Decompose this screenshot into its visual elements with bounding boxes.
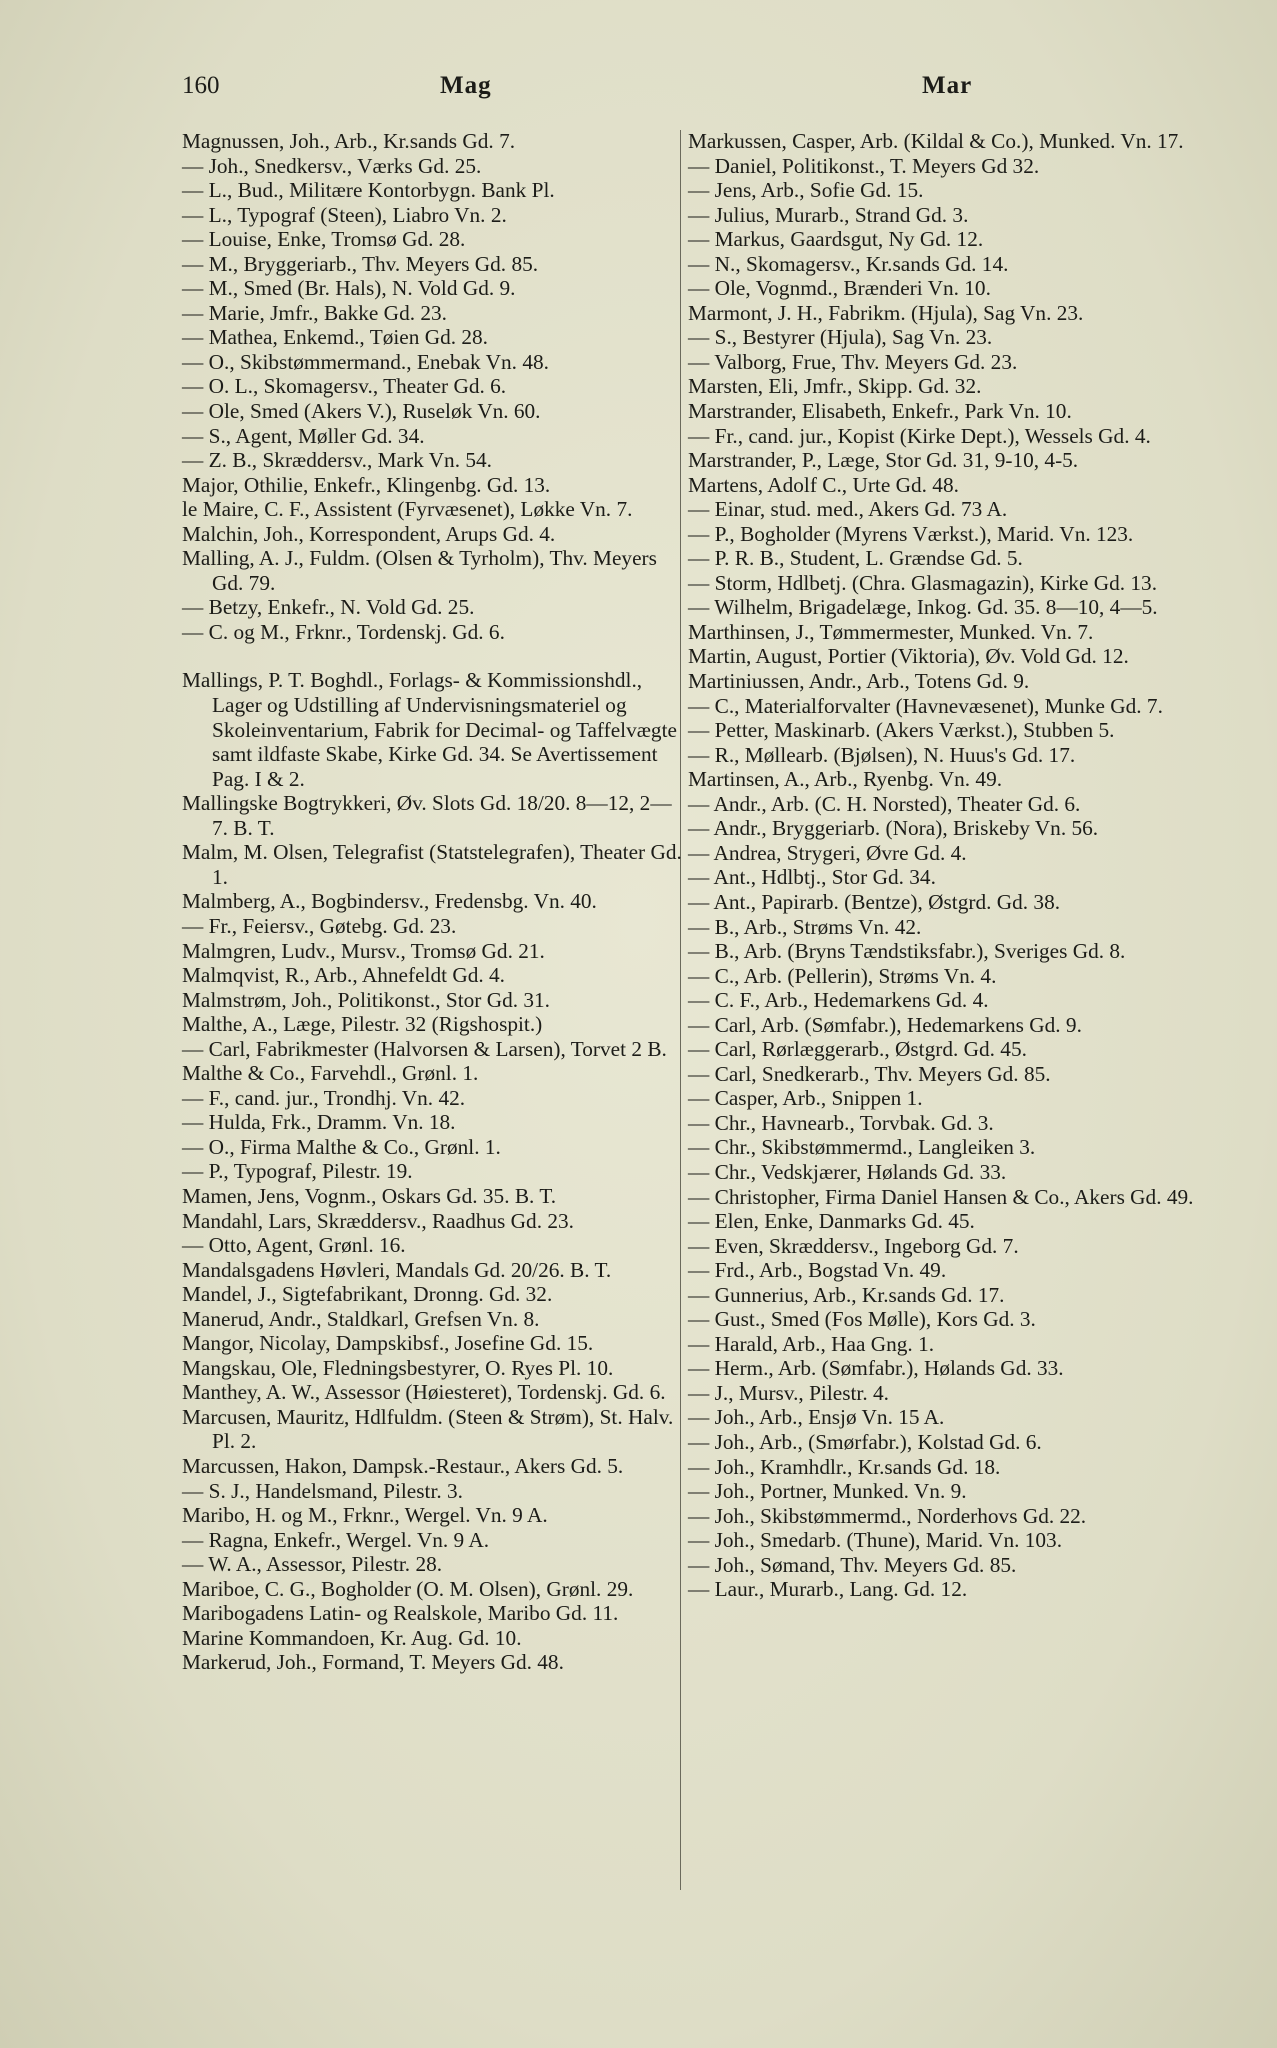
directory-entry: — L., Typograf (Steen), Liabro Vn. 2. [182,202,507,227]
directory-entry: — M., Smed (Br. Hals), N. Vold Gd. 9. [182,276,516,301]
directory-entry: — Markus, Gaardsgut, Ny Gd. 12. [688,227,984,252]
directory-entry: — Gunnerius, Arb., Kr.sands Gd. 17. [688,1282,1005,1307]
directory-entry: — Elen, Enke, Danmarks Gd. 45. [688,1209,975,1234]
directory-entry: — Ragna, Enkefr., Wergel. Vn. 9 A. [182,1527,490,1552]
directory-entry: — Frd., Arb., Bogstad Vn. 49. [688,1258,947,1283]
directory-entry: Markussen, Casper, Arb. (Kildal & Co.), Munked. Vn. 17. [688,129,1184,153]
directory-entry: — Z. B., Skræddersv., Mark Vn. 54. [182,448,492,473]
directory-entry: Martin, August, Portier (Viktoria), Øv. Vold Gd. 12. [688,644,1129,669]
directory-entry: — B., Arb. (Bryns Tændstiksfabr.), Sveriges Gd. 8. [688,939,1126,964]
page-number: 160 [182,72,220,99]
directory-entry: Mallingske Bogtrykkeri, Øv. Slots Gd. 18/20. 8—12, 2—7. B. T. [182,791,672,840]
entry-spacer [182,644,682,668]
directory-entry: — R., Møllearb. (Bjølsen), N. Huus's Gd. 17. [688,742,1076,767]
directory-entry: Martinsen, A., Arb., Ryenbg. Vn. 49. [688,767,1003,792]
directory-entry: — P., Typograf, Pilestr. 19. [182,1159,413,1184]
directory-entry: — Herm., Arb. (Sømfabr.), Hølands Gd. 33. [688,1356,1064,1381]
directory-entry: — J., Mursv., Pilestr. 4. [688,1380,889,1405]
directory-entry: — Ole, Vognmd., Brænderi Vn. 10. [688,276,991,301]
directory-entry: Manerud, Andr., Staldkarl, Grefsen Vn. 8. [182,1306,540,1331]
directory-entry: Mangor, Nicolay, Dampskibsf., Josefine Gd. 15. [182,1331,594,1356]
directory-entry: — Marie, Jmfr., Bakke Gd. 23. [182,300,447,325]
directory-entry: — Joh., Portner, Munked. Vn. 9. [688,1479,967,1504]
directory-entry: — Harald, Arb., Haa Gng. 1. [688,1331,935,1356]
directory-entry: Mandel, J., Sigtefabrikant, Dronng. Gd. 32. [182,1282,553,1307]
directory-entry: Malmqvist, R., Arb., Ahnefeldt Gd. 4. [182,963,505,988]
directory-entry: — N., Skomagersv., Kr.sands Gd. 14. [688,251,1009,276]
directory-entry: — C. F., Arb., Hedemarkens Gd. 4. [688,988,989,1013]
directory-entry: — Andr., Arb. (C. H. Norsted), Theater Gd. 6. [688,791,1081,816]
directory-entry: — Gust., Smed (Fos Mølle), Kors Gd. 3. [688,1307,1036,1332]
directory-entry: — S., Agent, Møller Gd. 34. [182,423,425,448]
directory-entry: Marmont, J. H., Fabrikm. (Hjula), Sag Vn. 23. [688,300,1084,325]
directory-entry: Markerud, Joh., Formand, T. Meyers Gd. 48. [182,1650,564,1675]
directory-entry: Marcussen, Hakon, Dampsk.-Restaur., Akers Gd. 5. [182,1453,624,1478]
directory-entry: Mamen, Jens, Vognm., Oskars Gd. 35. B. T. [182,1183,557,1208]
directory-entry: — Julius, Murarb., Strand Gd. 3. [688,202,969,227]
directory-entry: Malm, M. Olsen, Telegrafist (Statstelegrafen), Theater Gd. 1. [182,840,682,889]
directory-entry: Magnussen, Joh., Arb., Kr.sands Gd. 7. [182,129,516,153]
directory-entry: Mandahl, Lars, Skræddersv., Raadhus Gd. 23. [182,1208,574,1233]
directory-entry: — Betzy, Enkefr., N. Vold Gd. 25. [182,595,475,620]
directory-entry: Marine Kommandoen, Kr. Aug. Gd. 10. [182,1625,522,1650]
directory-entry: — Laur., Murarb., Lang. Gd. 12. [688,1577,968,1602]
directory-entry: — Joh., Sømand, Thv. Meyers Gd. 85. [688,1552,1017,1577]
directory-entry: — Carl, Fabrikmester (Halvorsen & Larsen), Torvet 2 B. [182,1036,667,1061]
directory-entry: Malchin, Joh., Korrespondent, Arups Gd. 4. [182,521,556,546]
directory-entry: — P. R. B., Student, L. Grændse Gd. 5. [688,546,1023,571]
directory-entry: — Louise, Enke, Tromsø Gd. 28. [182,227,466,252]
page-header [182,72,1182,112]
directory-entry: — Daniel, Politikonst., T. Meyers Gd 32. [688,153,1040,178]
directory-entry: — Wilhelm, Brigadelæge, Inkog. Gd. 35. 8—10, 4—5. [688,595,1158,620]
directory-entry: — Storm, Hdlbetj. (Chra. Glasmagazin), Kirke Gd. 13. [688,570,1158,595]
directory-entry: — O., Skibstømmermand., Enebak Vn. 48. [182,349,549,374]
directory-entry: Martiniussen, Andr., Arb., Totens Gd. 9. [688,669,1030,694]
directory-entry: Marstrander, P., Læge, Stor Gd. 31, 9-10, 4-5. [688,448,1079,473]
directory-entry: — Otto, Agent, Grønl. 16. [182,1233,406,1258]
directory-entry: — C. og M., Frknr., Tordenskj. Gd. 6. [182,619,505,644]
directory-entry: — Hulda, Frk., Dramm. Vn. 18. [182,1110,456,1135]
directory-entry: — F., cand. jur., Trondhj. Vn. 42. [182,1085,466,1110]
directory-entry: Marthinsen, J., Tømmermester, Munked. Vn. 7. [688,619,1094,644]
directory-entry: Mariboe, C. G., Bogholder (O. M. Olsen), Grønl. 29. [182,1576,634,1601]
directory-entry: — C., Materialforvalter (Havnevæsenet), Munke Gd. 7. [688,693,1163,718]
directory-entry: — M., Bryggeriarb., Thv. Meyers Gd. 85. [182,251,539,276]
directory-entry: — Jens, Arb., Sofie Gd. 15. [688,178,924,203]
guide-word-right: Mar [922,72,973,99]
directory-entry: — Casper, Arb., Snippen 1. [688,1086,923,1111]
directory-entry: Manthey, A. W., Assessor (Høiesteret), Tordenskj. Gd. 6. [182,1380,666,1405]
directory-entry: Malmstrøm, Joh., Politikonst., Stor Gd. 31. [182,987,550,1012]
right-column [688,129,1202,1602]
directory-entry: — P., Bogholder (Myrens Værkst.), Marid. Vn. 123. [688,521,1134,546]
directory-entry: Malling, A. J., Fuldm. (Olsen & Tyrholm), Thv. Meyers Gd. 79. [182,546,657,595]
directory-entry: — Andrea, Strygeri, Øvre Gd. 4. [688,840,967,865]
directory-entry: — W. A., Assessor, Pilestr. 28. [182,1552,443,1577]
directory-entry: Marcusen, Mauritz, Hdlfuldm. (Steen & Strøm), St. Halv. Pl. 2. [182,1404,674,1454]
directory-entry: — Valborg, Frue, Thv. Meyers Gd. 23. [688,349,1018,374]
directory-entry: Mandalsgadens Høvleri, Mandals Gd. 20/26. B. T. [182,1257,612,1282]
directory-entry: le Maire, C. F., Assistent (Fyrvæsenet), Løkke Vn. 7. [182,497,633,522]
directory-entry: — Joh., Kramhdlr., Kr.sands Gd. 18. [688,1454,1001,1479]
directory-entry: Malthe, A., Læge, Pilestr. 32 (Rigshospit.) [182,1012,543,1037]
directory-entry: Malthe & Co., Farvehdl., Grønl. 1. [182,1061,479,1086]
directory-entry: — Christopher, Firma Daniel Hansen & Co., Akers Gd. 49. [688,1184,1194,1209]
directory-entry: — Joh., Arb., (Smørfabr.), Kolstad Gd. 6. [688,1429,1042,1454]
left-column [182,129,682,1675]
directory-entry: — Chr., Skibstømmermd., Langleiken 3. [688,1135,1036,1160]
directory-entry: — Mathea, Enkemd., Tøien Gd. 28. [182,325,488,350]
directory-entry: Major, Othilie, Enkefr., Klingenbg. Gd. 13. [182,472,551,497]
guide-word-left: Mag [440,72,492,99]
directory-entry: Mangskau, Ole, Fledningsbestyrer, O. Ryes Pl. 10. [182,1355,614,1380]
directory-entry: — Joh., Snedkersv., Værks Gd. 25. [182,153,482,178]
directory-entry: — Carl, Rørlæggerarb., Østgrd. Gd. 45. [688,1037,1027,1062]
directory-entry: Mallings, P. T. Boghdl., Forlags- & Kommissionshdl., Lager og Udstilling af Undervisningsmateriel og Skoleinventarium, Fabrik for Decimal- og Taffelvægte samt ildfaste Skabe, Kirke Gd. 34. Se Avertissement Pag. I & 2. [182,668,677,791]
directory-entry: — S. J., Handelsmand, Pilestr. 3. [182,1478,463,1503]
directory-entry: — Andr., Bryggeriarb. (Nora), Briskeby Vn. 56. [688,816,1099,841]
directory-entry: — Chr., Vedskjærer, Hølands Gd. 33. [688,1159,1007,1184]
directory-entry: — Joh., Arb., Ensjø Vn. 15 A. [688,1405,945,1430]
directory-entry: — Joh., Skibstømmermd., Norderhovs Gd. 22. [688,1503,1087,1528]
directory-entry: — Carl, Snedkerarb., Thv. Meyers Gd. 85. [688,1061,1051,1086]
directory-entry: — Carl, Arb. (Sømfabr.), Hedemarkens Gd. 9. [688,1012,1082,1037]
directory-entry: Marstrander, Elisabeth, Enkefr., Park Vn. 10. [688,399,1072,424]
directory-entry: — Einar, stud. med., Akers Gd. 73 A. [688,497,1008,522]
directory-entry: — Ole, Smed (Akers V.), Ruseløk Vn. 60. [182,399,541,424]
directory-entry: — Fr., cand. jur., Kopist (Kirke Dept.), Wessels Gd. 4. [688,423,1151,448]
directory-entry: Malmberg, A., Bogbindersv., Fredensbg. Vn. 40. [182,889,597,914]
directory-entry: — Ant., Papirarb. (Bentze), Østgrd. Gd. 38. [688,889,1061,914]
directory-entry: Marsten, Eli, Jmfr., Skipp. Gd. 32. [688,374,982,399]
directory-entry: — Joh., Smedarb. (Thune), Marid. Vn. 103. [688,1528,1063,1553]
directory-entry: Martens, Adolf C., Urte Gd. 48. [688,472,959,497]
directory-entry: — S., Bestyrer (Hjula), Sag Vn. 23. [688,325,993,350]
directory-entry: — C., Arb. (Pellerin), Strøms Vn. 4. [688,963,997,988]
directory-entry: Maribo, H. og M., Frknr., Wergel. Vn. 9 A. [182,1503,548,1528]
directory-entry: — B., Arb., Strøms Vn. 42. [688,914,922,939]
directory-entry: Malmgren, Ludv., Mursv., Tromsø Gd. 21. [182,938,545,963]
directory-entry: — Chr., Havnearb., Torvbak. Gd. 3. [688,1110,994,1135]
directory-entry: — L., Bud., Militære Kontorbygn. Bank Pl. [182,178,555,203]
directory-entry: — O. L., Skomagersv., Theater Gd. 6. [182,374,507,399]
directory-entry: Maribogadens Latin- og Realskole, Maribo Gd. 11. [182,1601,619,1626]
directory-entry: — Ant., Hdlbtj., Stor Gd. 34. [688,865,936,890]
directory-entry: — O., Firma Malthe & Co., Grønl. 1. [182,1134,501,1159]
directory-entry: — Petter, Maskinarb. (Akers Værkst.), Stubben 5. [688,718,1115,743]
directory-entry: — Even, Skræddersv., Ingeborg Gd. 7. [688,1233,1019,1258]
directory-entry: — Fr., Feiersv., Gøtebg. Gd. 23. [182,913,457,938]
